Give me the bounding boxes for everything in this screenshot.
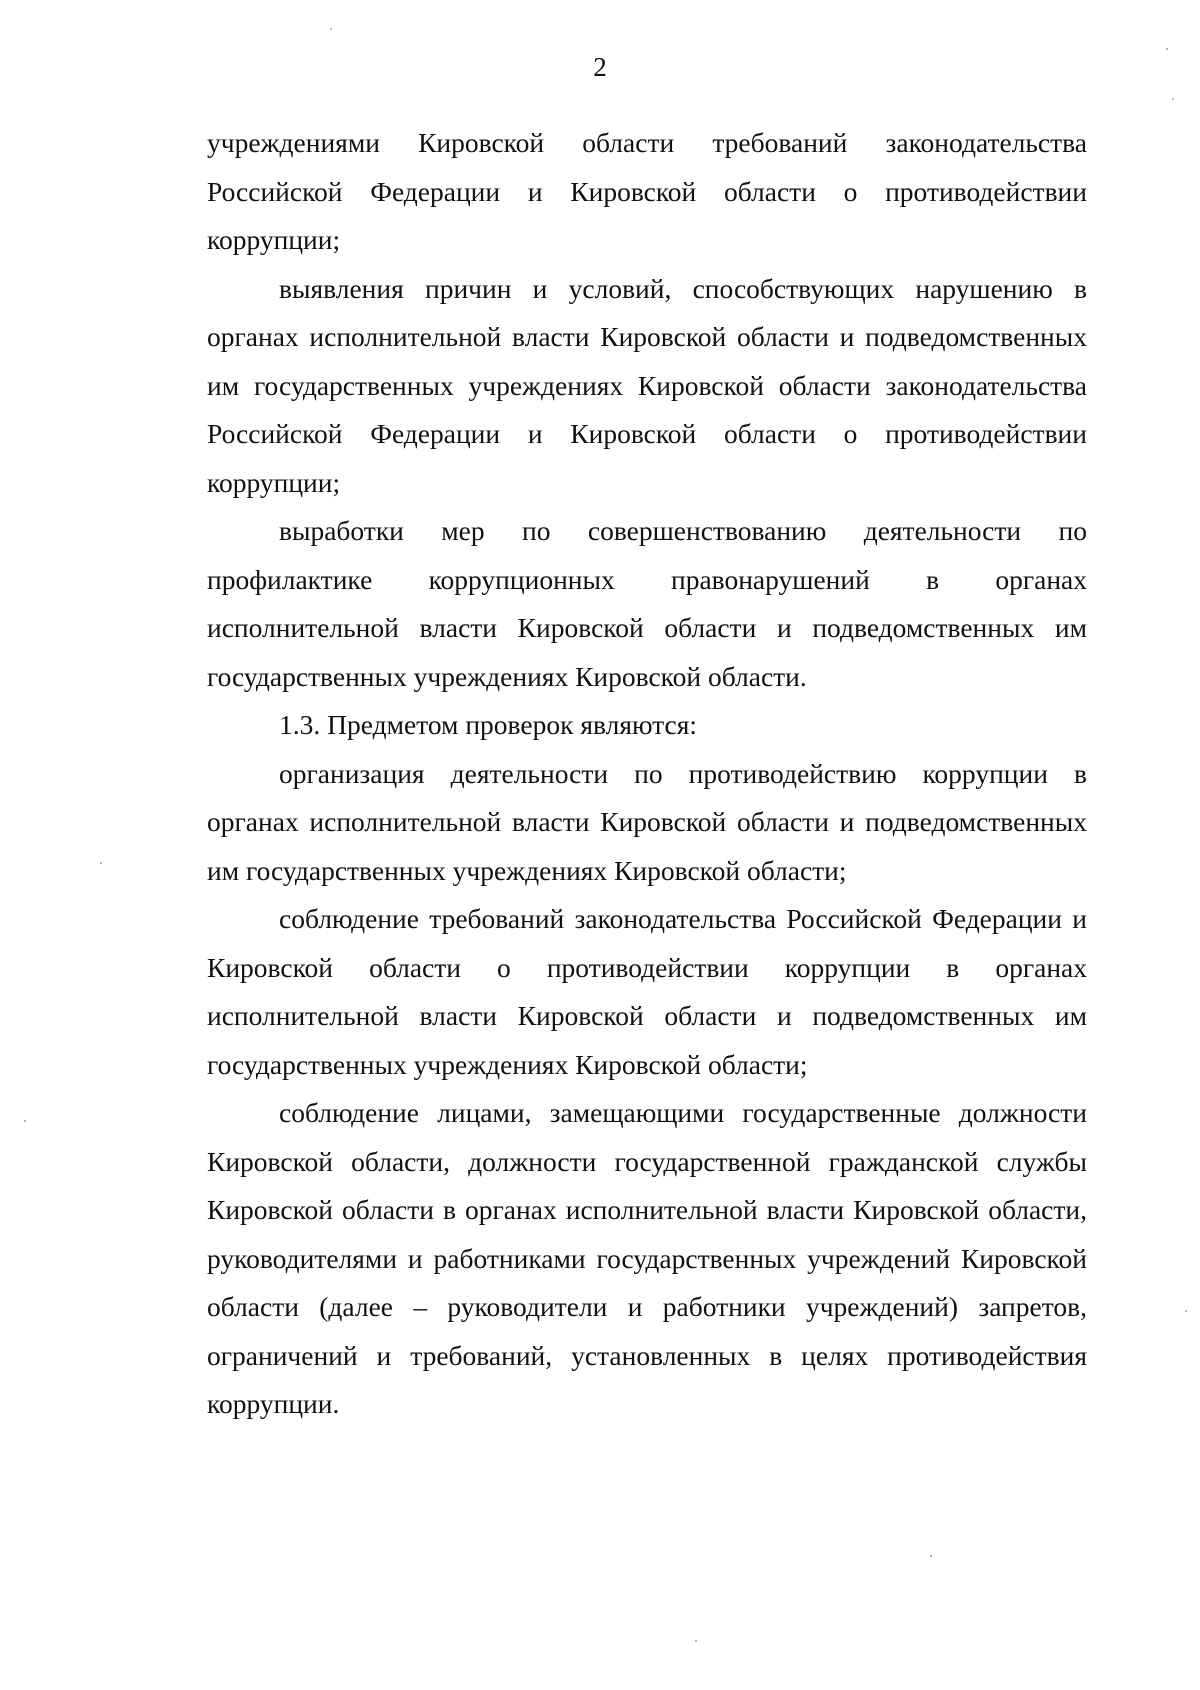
scan-speck (330, 28, 332, 30)
paragraph-compliance-law: соблюдение требований законодательства Российской Федерации и Кировской области о противодействии коррупции в органах исполнительной власти Кировской области и подведомственных им государственных учреждениях Кировской области; (207, 903, 1087, 1080)
paragraph-identify-causes: выявления причин и условий, способствующих нарушению в органах исполнительной власти Кировской области и подведомственных им государственных учреждениях Кировской области законодательства Российской Федерации и Кировской области о противодействии коррупции; (207, 272, 1087, 498)
paragraph-organization: организация деятельности по противодействию коррупции в органах исполнительной власти Кировской области и подведомственных им государственных учреждениях Кировской области; (207, 757, 1087, 886)
document-body (207, 119, 1087, 1429)
section-heading-1-3: 1.3. Предметом проверок являются: (279, 709, 697, 740)
scan-speck (695, 1640, 697, 1642)
scan-speck (1172, 98, 1174, 100)
scan-speck (930, 1555, 932, 1557)
scan-speck (24, 1120, 26, 1122)
paragraph-continuation: учреждениями Кировской области требований законодательства Российской Федерации и Кировской области о противодействии коррупции; (207, 127, 1087, 255)
paragraph-develop-measures: выработки мер по совершенствованию деятельности по профилактике коррупционных правонарушений в органах исполнительной власти Кировской области и подведомственных им государственных учреждениях Кировской области. (207, 515, 1087, 692)
scan-speck (1185, 1310, 1187, 1312)
scan-speck (100, 862, 102, 864)
paragraph-compliance-officials: соблюдение лицами, замещающими государственные должности Кировской области, должности государственной гражданской службы Кировской области в органах исполнительной власти Кировской области, руководителями и работниками государственных учреждений Кировской области (далее – руководители и работники учреждений) запретов, ограничений и требований, установленных в целях противодействия коррупции. (207, 1097, 1087, 1419)
scan-speck (1166, 48, 1168, 50)
page-number: 2 (593, 52, 607, 82)
